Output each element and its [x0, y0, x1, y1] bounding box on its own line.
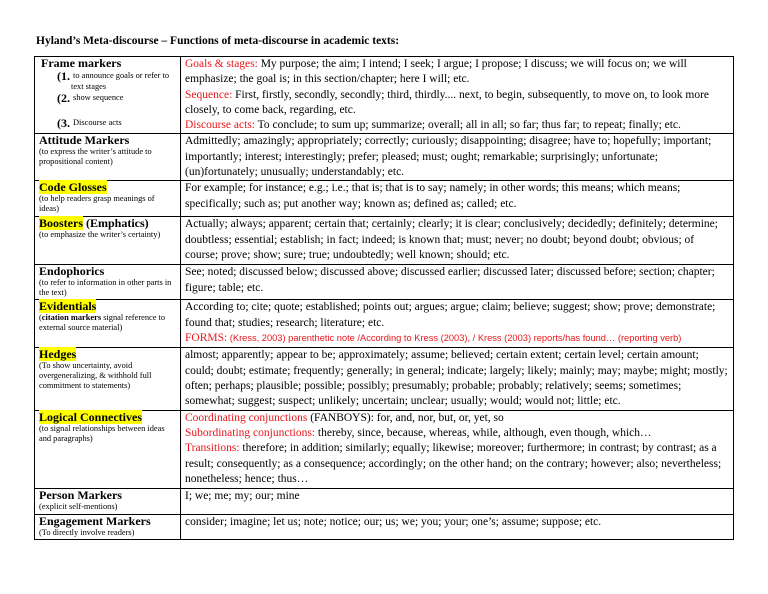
row-label-cell [35, 265, 181, 300]
list-item [39, 93, 176, 104]
subordinating-line [185, 426, 729, 441]
list-item [39, 71, 176, 92]
row-label-cell [35, 57, 181, 134]
code-glosses-term: Code Glosses [39, 180, 107, 195]
page-title: Hyland’s Meta-discourse – Functions of meta-discourse in academic texts: [36, 35, 400, 47]
list-item-text: Discourse acts [73, 117, 122, 127]
transitions-label: Transitions: [185, 442, 240, 455]
row-label-cell [35, 181, 181, 217]
boosters-term-suffix: (Emphatics) [83, 216, 149, 231]
goals-label: Goals & stages: [185, 58, 258, 70]
logical-connectives-term: Logical Connectives [39, 409, 142, 424]
hedges-desc: (To show uncertainty, avoid overgeneralizing, & withhold full commitment to statements) [39, 361, 152, 391]
list-item-text: to announce goals or refer to text stages [71, 71, 170, 91]
frame-markers-term: Frame markers [41, 56, 122, 70]
subordinating-label: Subordinating conjunctions: [185, 426, 316, 439]
row-label-cell [35, 488, 181, 514]
boosters-desc: (to emphasize the writer’s certainty) [39, 230, 161, 240]
subordinating-text: thereby, since, because, whereas, while, although, even though, which… [315, 426, 652, 439]
row-content-cell: For example; for instance; e.g.; i.e.; that is; that is to say; namely; in other words; this means; which means; specifically; such as; put another way; known as; defined as; called; etc. [181, 181, 734, 217]
table-row [35, 134, 734, 181]
row-label-cell [35, 410, 181, 488]
row-label-cell [35, 300, 181, 348]
table-row [35, 217, 734, 265]
table-row [35, 265, 734, 300]
forms-line [185, 331, 729, 346]
list-number: (2. [57, 91, 70, 105]
evidentials-term: Evidentials [39, 299, 97, 314]
sequence-label: Sequence: [185, 88, 233, 101]
row-label-cell [35, 134, 181, 181]
transitions-line [185, 441, 729, 487]
row-label-cell [35, 217, 181, 265]
row-content-cell: See; noted; discussed below; discussed above; discussed earlier; discussed later; discussed before; section; chapter; figure; table; etc. [181, 265, 734, 300]
evidentials-text: According to; cite; quote; established; points out; argues; argue; claim; believe; suggest; show; prove; demonstrate; found that; studies; research; literature; etc. [185, 301, 716, 329]
endophorics-desc: (to refer to information in other parts in the text) [39, 278, 172, 298]
engagement-markers-desc: (To directly involve readers) [39, 527, 135, 537]
table-row [35, 488, 734, 514]
logical-connectives-desc: (to signal relationships between ideas and paragraphs) [39, 423, 165, 443]
coordinating-line [185, 411, 729, 426]
acts-line [185, 118, 729, 133]
list-number: (3. [57, 115, 70, 130]
attitude-markers-term: Attitude Markers [39, 133, 130, 148]
sequence-text: First, firstly, secondly, secondly; third, thirdly.... next, to begin, subsequently, to move on, to look more closely, to come back, regarding, etc. [185, 88, 710, 116]
row-content-cell: Actually; always; apparent; certain that; certainly; clearly; it is clear; conclusively; decidedly; definitely; determine; doubtless; essential; establish; in fact; indeed; is known that; must; never; no doubt; beyond doubt; obvious; of course; prove; show; sure; true; undoubtedly; well known; should; etc. [181, 217, 734, 265]
table-row [35, 57, 734, 134]
row-label-cell [35, 514, 181, 539]
engagement-markers-term: Engagement Markers [39, 513, 151, 528]
boosters-term: Boosters [39, 216, 83, 231]
table-row [35, 181, 734, 217]
row-content-cell: consider; imagine; let us; note; notice; our; us; we; you; your; one’s; assume; suppose; etc. [181, 514, 734, 539]
transitions-text: therefore; in addition; similarly; equally; likewise; moreover; furthermore; in contrast; by contrast; as a result; consequently; as a consequence; accordingly; on the other hand; on the contrary; however; also; nevertheless; nonetheless; hence; thus… [185, 442, 722, 485]
row-content-cell: I; we; me; my; our; mine [181, 488, 734, 514]
row-content-cell [181, 300, 734, 348]
person-markers-term: Person Markers [39, 487, 122, 502]
coordinating-text: (FANBOYS): for, and, nor, but, or, yet, so [307, 411, 504, 424]
hedges-term: Hedges [39, 347, 77, 362]
coordinating-label: Coordinating conjunctions [185, 411, 308, 424]
row-label-cell [35, 348, 181, 410]
row-content-cell: almost; apparently; appear to be; approximately; assume; believed; certain extent; certain level; certain amount; could; doubt; estimate; frequently; generally; in general; indicate; largely; likely; mainly; may; maybe; might; mostly; often; perhaps; plausible; possible; possibly; presumably; probable; probably; relatively; seems; sometimes; somewhat; suggest; suspect; unlikely; uncertain; unclear; usually; would; would not; little; etc. [181, 348, 734, 410]
list-item [39, 115, 176, 130]
row-content-cell [181, 410, 734, 488]
goals-line [185, 57, 729, 88]
citation-markers-label: citation markers [41, 313, 102, 323]
list-number: (1. [57, 69, 70, 83]
sequence-line [185, 88, 729, 119]
table-row [35, 410, 734, 488]
evidentials-desc: (citation markers signal reference to external source material) [39, 313, 166, 333]
table-row [35, 300, 734, 348]
acts-text: To conclude; to sum up; summarize; overall; all in all; so far; thus far; to repeat; finally; etc. [254, 119, 681, 132]
goals-text: My purpose; the aim; I intend; I seek; I argue; I propose; I discuss; we will focus on; we will emphasize; the goal is; in this section/chapter; here I will; etc. [185, 58, 687, 86]
table-row [35, 348, 734, 410]
endophorics-term: Endophorics [39, 264, 105, 279]
attitude-markers-desc: (to express the writer’s attitude to propositional content) [39, 147, 152, 167]
frame-markers-list [39, 71, 176, 128]
forms-label: FORMS: [185, 332, 228, 345]
person-markers-desc: (explicit self-mentions) [39, 501, 118, 511]
acts-label: Discourse acts: [185, 119, 255, 132]
row-content-cell: Admittedly; amazingly; appropriately; correctly; curiously; disappointing; disagree; have to; hopefully; important; importantly; interest; interestingly; prefer; pleased; must; ought; remarkable; surprisingly; unfortunate; (un)fortunately; unusually; understandably; etc. [181, 134, 734, 181]
forms-text: (Kress, 2003) parenthetic note /According to Kress (2003), / Kress (2003) reports/has found… (reporting verb) [227, 333, 682, 344]
table-row [35, 514, 734, 539]
row-content-cell [181, 57, 734, 134]
list-item-text: show sequence [73, 93, 124, 102]
code-glosses-desc: (to help readers grasp meanings of ideas) [39, 194, 155, 214]
metadiscourse-table [34, 56, 734, 540]
